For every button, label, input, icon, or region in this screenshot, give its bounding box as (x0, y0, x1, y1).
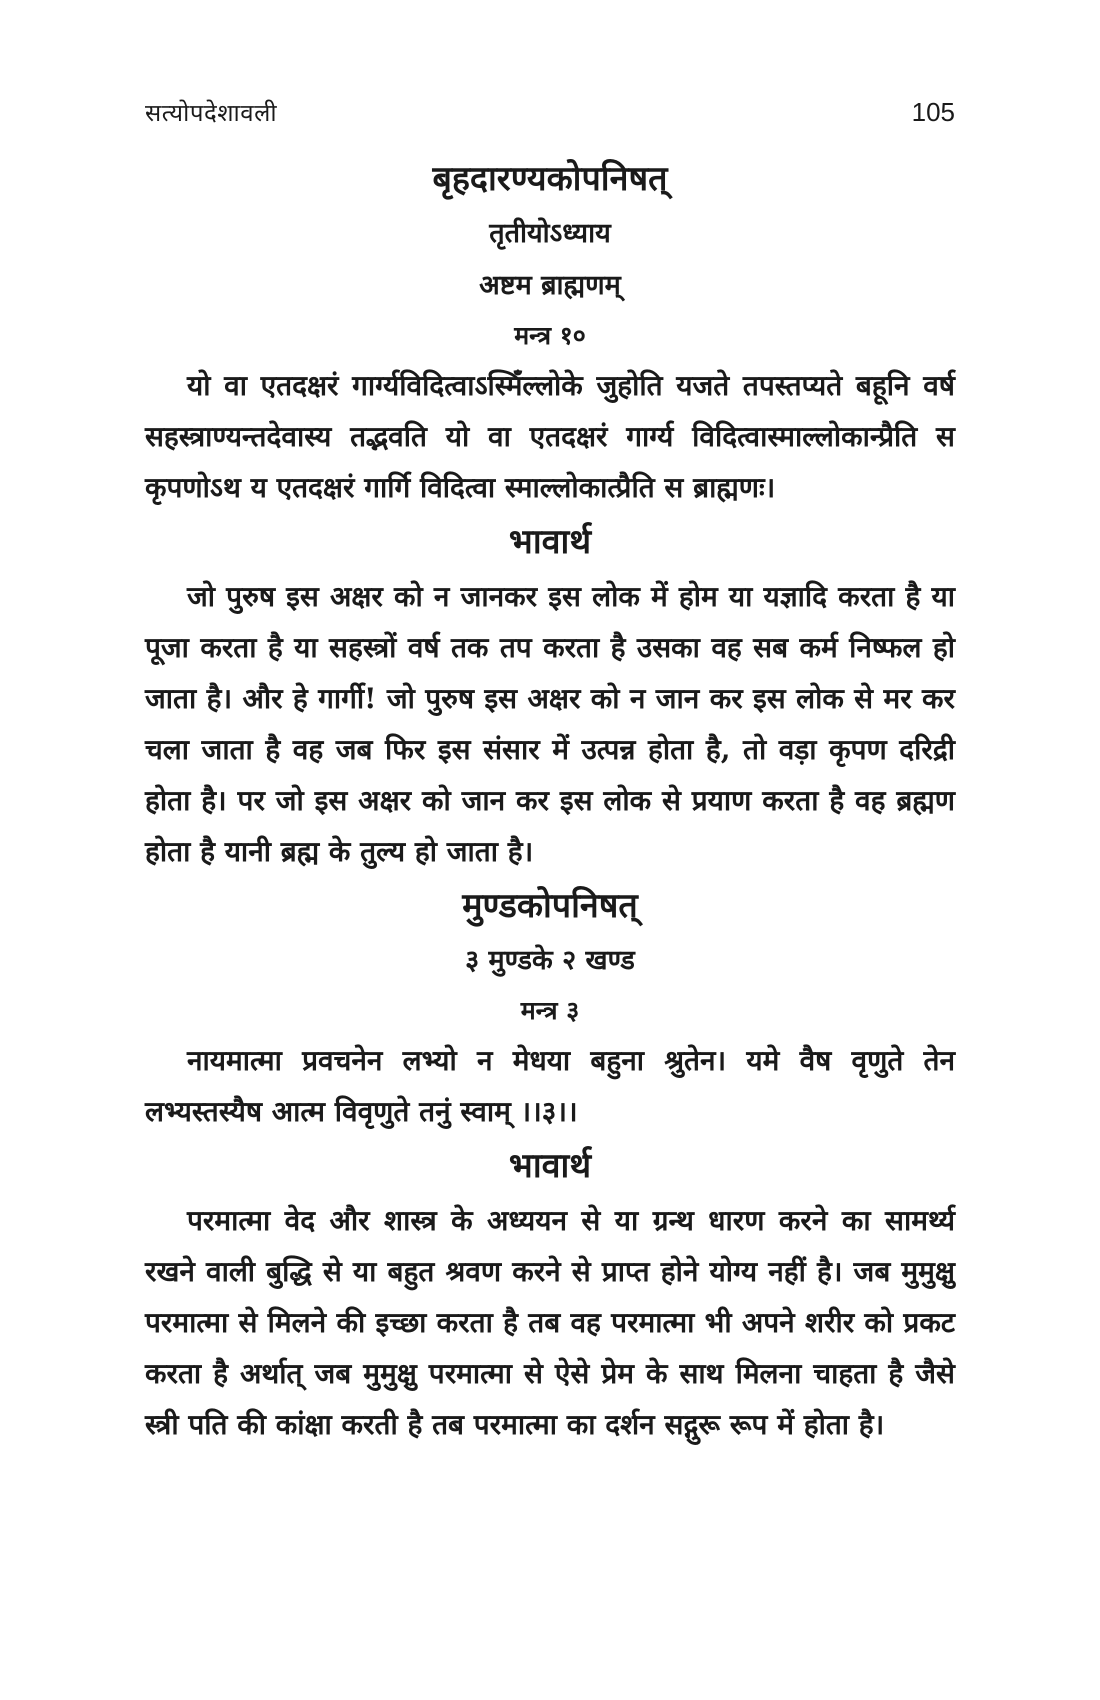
chapter-heading: तृतीयोऽध्याय (489, 218, 611, 249)
mantra-heading: मन्त्र ३ (520, 996, 580, 1025)
meaning-text: परमात्मा वेद और शास्त्र के अध्ययन से या ग्रन्थ धारण करने का सामर्थ्य रखने वाली बुद्धि से या बहुत श्रवण करने से प्राप्त होने योग्य नहीं है। जब मुमुक्षु परमात्मा से मिलने की इच्छा करता है तब वह परमात्मा भी अपने शरीर को प्रकट करता है अर्थात् जब मुमुक्षु परमात्मा से ऐसे प्रेम के साथ मिलना चाहता है जैसे स्त्री पति की कांक्षा करती है तब परमात्मा का दर्शन सद्गुरू रूप में होता है। (145, 1204, 955, 1441)
page-number: 105 (911, 97, 955, 127)
mantra-heading: मन्त्र १० (514, 321, 586, 350)
meaning-heading: भावार्थ (508, 1146, 592, 1186)
verse-text: नायमात्मा प्रवचनेन लभ्यो न मेधया बहुना श्रुतेन। यमे वैष वृणुते तेन लभ्यस्तस्यैष आत्म विवृणुते तनुं स्वाम् ।।३।। (145, 1044, 955, 1128)
chapter-heading: ३ मुण्डके २ खण्ड (465, 945, 635, 976)
book-title: सत्योपदेशावली (145, 99, 278, 127)
page-content (145, 150, 955, 1450)
section-brihadaranyaka (145, 150, 955, 877)
brahmana-heading: अष्टम ब्राह्मणम् (479, 270, 621, 301)
book-page (145, 0, 955, 1700)
meaning-heading: भावार्थ (508, 522, 592, 562)
running-header (145, 96, 955, 136)
section-title: मुण्डकोपनिषत् (462, 886, 638, 926)
verse-text: यो वा एतदक्षरं गार्ग्यविदित्वाऽस्मिँल्लोके जुहोति यजते तपस्तप्यते बहूनि वर्ष सहस्त्राण्यन्तदेवास्य तद्भवति यो वा एतदक्षरं गार्ग्य विदित्वास्माल्लोकान्प्रैति स कृपणोऽथ य एतदक्षरं गार्गि विदित्वा स्माल्लोकात्प्रैति स ब्राह्मणः। (145, 369, 955, 504)
meaning-text: जो पुरुष इस अक्षर को न जानकर इस लोक में होम या यज्ञादि करता है या पूजा करता है या सहस्त्रों वर्ष तक तप करता है उसका वह सब कर्म निष्फल हो जाता है। और हे गार्गी! जो पुरुष इस अक्षर को न जान कर इस लोक से मर कर चला जाता है वह जब फिर इस संसार में उत्पन्न होता है, तो वड़ा कृपण दरिद्री होता है। पर जो इस अक्षर को जान कर इस लोक से प्रयाण करता है वह ब्रह्मण होता है यानी ब्रह्म के तुल्य हो जाता है। (145, 580, 955, 868)
section-title: बृहदारण्यकोपनिषत् (432, 159, 668, 199)
section-mundaka (145, 877, 955, 1450)
